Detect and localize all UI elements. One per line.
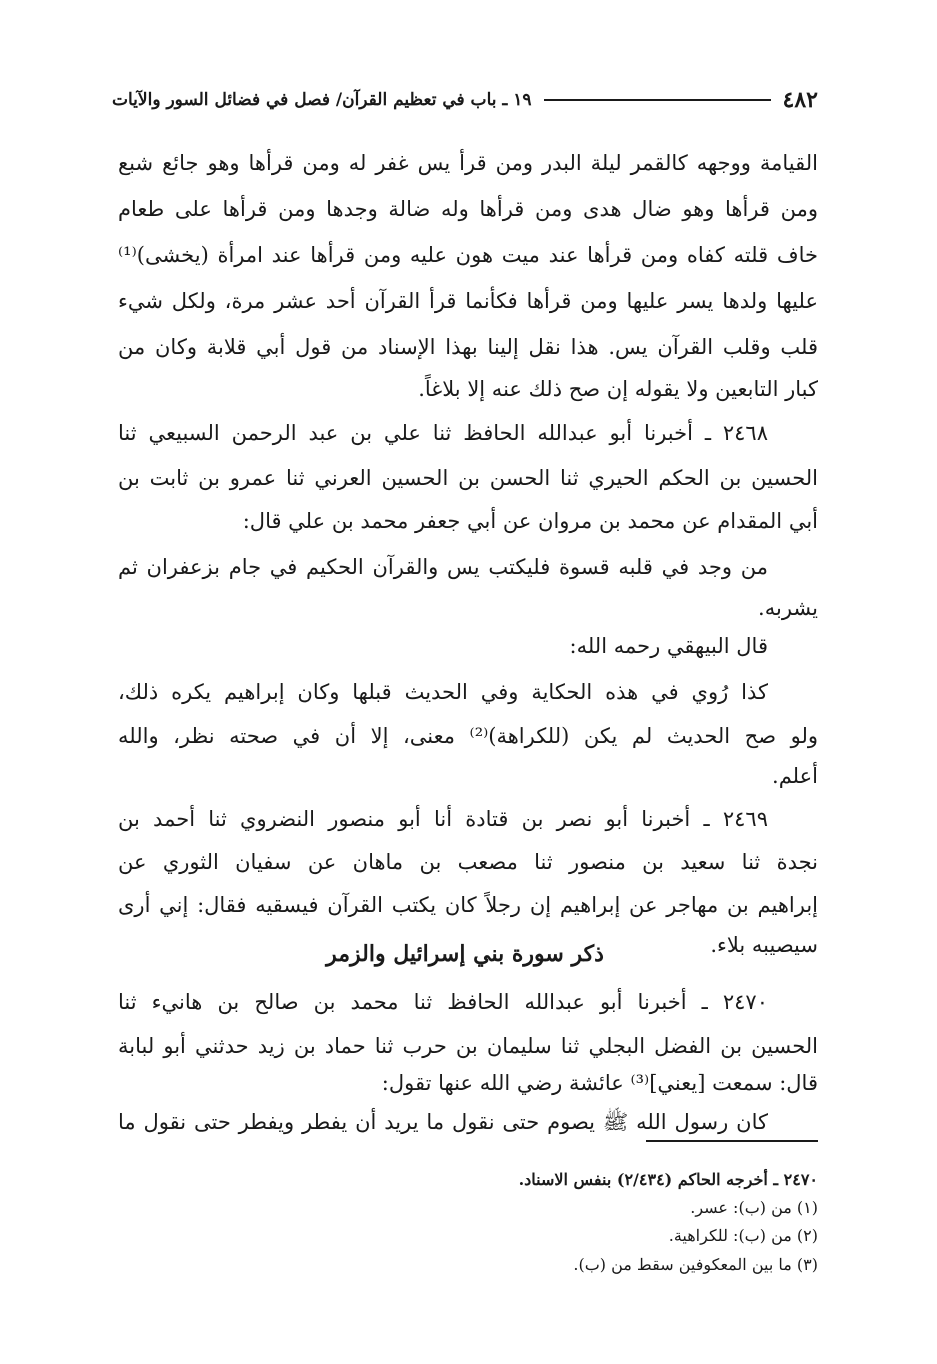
running-header: [112, 80, 818, 120]
page-number: ٤٨٢: [782, 87, 818, 113]
hadith-2469-line: ٢٤٦٩ ـ أخبرنا أبو نصر بن قتادة أنا أبو منصور النضروي ثنا أحمد بن: [118, 807, 768, 831]
body-line: ولو صح الحديث لم يكن (للكراهة)⁽²⁾ معنى، إلا أن في صحته نظر، والله: [118, 724, 818, 748]
footnote-takhrij: ٢٤٧٠ ـ أخرجه الحاكم (٢/٤٣٤) بنفس الاسناد.: [518, 1170, 818, 1189]
body-line: من وجد في قلبه قسوة فليكتب يس والقرآن الحكيم في جام بزعفران ثم: [118, 555, 768, 579]
body-line: خاف قلته كفاه ومن قرأها عند ميت هون عليه ومن قرأها عند امرأة (يخشى)⁽¹⁾: [118, 243, 818, 267]
section-heading: ذكر سورة بني إسرائيل والزمر: [326, 941, 604, 967]
body-line: قال البيهقي رحمه الله:: [569, 634, 768, 658]
body-line: كذا رُوي في هذه الحكاية وفي الحديث قبلها وكان إبراهيم يكره ذلك،: [118, 680, 768, 704]
body-line: الحسين بن الفضل البجلي ثنا سليمان بن حرب ثنا حماد بن زيد حدثني أبو لبابة: [118, 1034, 818, 1058]
body-line: كبار التابعين ولا يقوله إن صح ذلك عنه إلا بلاغاً.: [418, 377, 818, 401]
body-line: أبي المقدام عن محمد بن مروان عن أبي جعفر محمد بن علي قال:: [242, 509, 818, 533]
body-line: القيامة ووجهه كالقمر ليلة البدر ومن قرأ يس غفر له ومن قرأها وهو جائع شبع: [118, 151, 818, 175]
body-line: إبراهيم بن مهاجر عن إبراهيم إن رجلاً كان يكتب القرآن فيسقيه فقال: إني أرى: [118, 893, 818, 917]
footnote-3: (٣) ما بين المعكوفين سقط من (ب).: [573, 1255, 818, 1274]
chapter-title: ١٩ ـ باب في تعظيم القرآن/ فصل في فضائل السور والآيات: [112, 90, 532, 110]
body-line: سيصيبه بلاء.: [710, 933, 818, 957]
body-line: نجدة ثنا سعيد بن منصور ثنا مصعب بن ماهان عن سفيان الثوري عن: [118, 850, 818, 874]
body-line: قلب وقلب القرآن يس. هذا نقل إلينا بهذا الإسناد من قول أبي قلابة وكان من: [118, 335, 818, 359]
body-line: الحسين بن الحكم الحيري ثنا الحسن بن الحسين العرني ثنا عمرو بن ثابت بن: [118, 466, 818, 490]
body-line: عليها ولدها يسر عليها ومن قرأها فكأنما قرأ القرآن أحد عشر مرة، ولكل شيء: [118, 289, 818, 313]
body-line: أعلم.: [772, 764, 818, 788]
body-line: يشربه.: [758, 596, 818, 620]
hadith-2470-line: ٢٤٧٠ ـ أخبرنا أبو عبدالله الحافظ ثنا محمد بن صالح بن هانيء ثنا: [118, 990, 768, 1014]
body-line: قال: سمعت [يعني]⁽³⁾ عائشة رضي الله عنها تقول:: [381, 1071, 818, 1095]
body-line: ومن قرأها وهو ضال هدى ومن قرأها وله ضالة وجدها ومن قرأها على طعام: [118, 197, 818, 221]
footnote-2: (٢) من (ب): للكراهية.: [668, 1226, 818, 1245]
header-rule: [544, 99, 771, 101]
hadith-2468-line: ٢٤٦٨ ـ أخبرنا أبو عبدالله الحافظ ثنا علي بن عبد الرحمن السبيعي ثنا: [118, 421, 768, 445]
footnote-1: (١) من (ب): عسر.: [690, 1198, 818, 1217]
body-line: كان رسول الله ﷺ يصوم حتى نقول ما يريد أن يفطر ويفطر حتى نقول ما: [118, 1110, 768, 1134]
footnote-rule: [646, 1140, 818, 1142]
